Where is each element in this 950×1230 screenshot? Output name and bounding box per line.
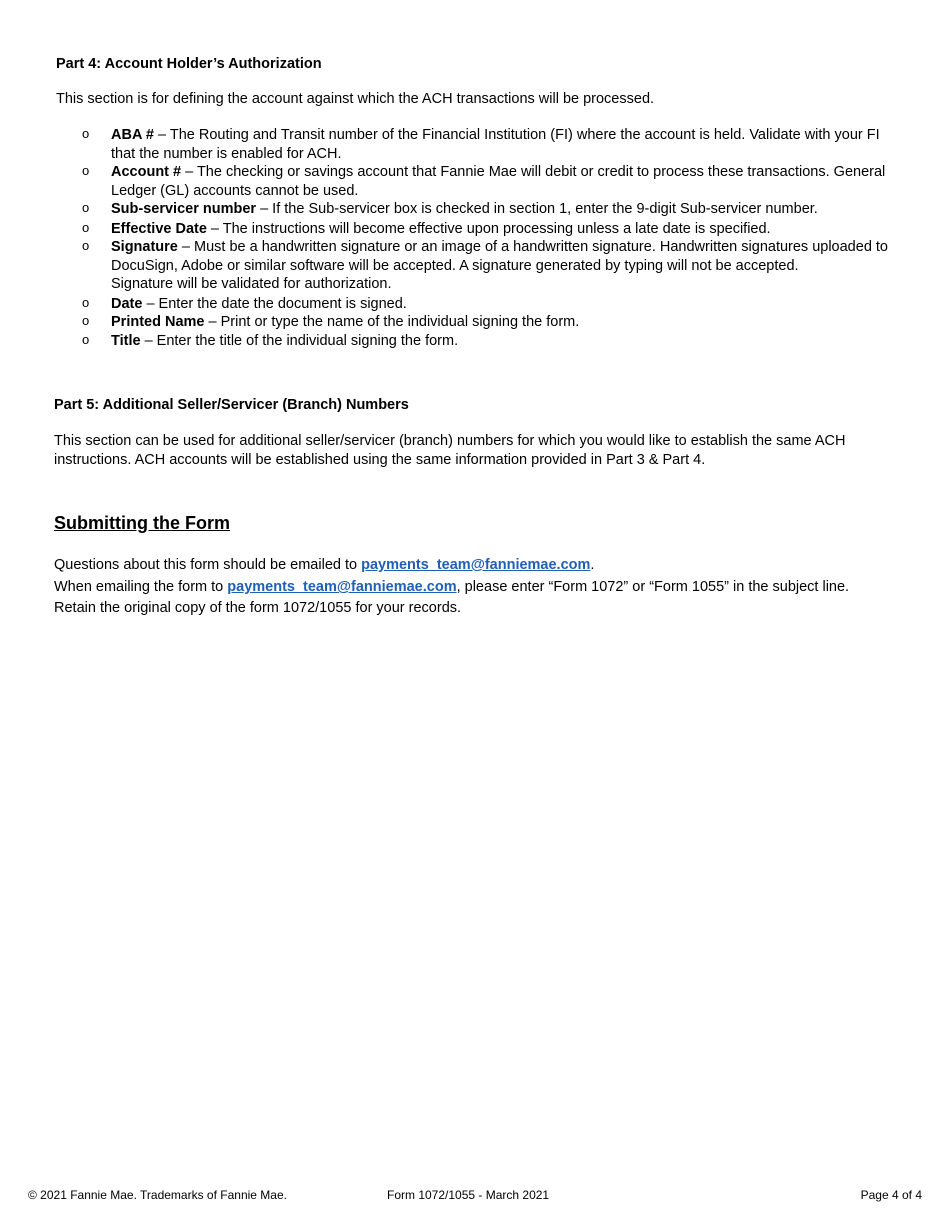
- item-text: – Enter the date the document is signed.: [142, 295, 407, 312]
- bullet-icon: o: [82, 331, 90, 347]
- period: .: [590, 557, 595, 573]
- footer-page-number: Page 4 of 4: [860, 1188, 922, 1202]
- bullet-icon: o: [82, 313, 90, 328]
- item-text: – If the Sub-servicer box is checked in section 1, enter the 9-digit Sub-servicer number.: [256, 201, 818, 217]
- emailing-text: When emailing the form to: [54, 579, 228, 595]
- retain-line: Retain the original copy of the form 1072/1055 for your records.: [54, 600, 462, 616]
- bullet-icon: o: [82, 200, 90, 215]
- emailing-line: [54, 579, 849, 595]
- list-item-aba: [82, 126, 902, 163]
- item-term: ABA #: [111, 127, 154, 143]
- part4-field-list: [82, 126, 902, 350]
- item-text: – Must be a handwritten signature or an image of a handwritten signature. Handwritten signatures uploaded to DocuSign, Adobe or similar software will be accepted. A signature generated by typing will not be accepted.: [111, 239, 888, 274]
- subject-line-text: , please enter “Form 1072” or “Form 1055” in the subject line.: [456, 579, 850, 595]
- item-term: Title: [111, 332, 141, 349]
- bullet-icon: o: [82, 163, 90, 178]
- item-text: – Enter the title of the individual signing the form.: [140, 332, 459, 349]
- item-text: – The Routing and Transit number of the Financial Institution (FI) where the account is held. Validate with your FI that the number is enabled for ACH.: [111, 127, 880, 162]
- item-term: Effective Date: [111, 220, 207, 237]
- item-term: Sub-servicer number: [111, 201, 257, 217]
- item-text: – The instructions will become effective upon processing unless a late date is specified.: [206, 220, 771, 237]
- email-link[interactable]: payments_team@fanniemae.com: [361, 557, 591, 573]
- bullet-icon: o: [82, 219, 90, 235]
- part4-intro: This section is for defining the account against which the ACH transactions will be processed.: [56, 91, 655, 107]
- item-term: Date: [111, 295, 143, 312]
- item-term: Account #: [111, 164, 182, 180]
- questions-line: [54, 557, 594, 573]
- part5-heading: Part 5: Additional Seller/Servicer (Branch) Numbers: [54, 397, 409, 413]
- item-term: Signature: [111, 239, 178, 255]
- footer-form-id: Form 1072/1055 - March 2021: [387, 1188, 550, 1202]
- bullet-icon: o: [82, 238, 90, 253]
- list-item-title: [82, 332, 902, 351]
- footer-copyright: © 2021 Fannie Mae. Trademarks of Fannie Mae.: [28, 1188, 287, 1202]
- part5-body: This section can be used for additional seller/servicer (branch) numbers for which you would like to establish the same ACH instructions. ACH accounts will be established using the same information provided in Part 3 & Part 4.: [54, 433, 846, 468]
- questions-text: Questions about this form should be emailed to: [54, 557, 362, 573]
- list-item-printed-name: [82, 313, 902, 332]
- list-item-sub-servicer: [82, 200, 902, 219]
- list-item-account: [82, 163, 902, 200]
- item-text: – The checking or savings account that Fannie Mae will debit or credit to process these transactions. General Ledger (GL) accounts cannot be used.: [111, 164, 886, 199]
- list-item-effective-date: [82, 220, 902, 239]
- bullet-icon: o: [82, 126, 90, 141]
- submitting-heading: Submitting the Form: [54, 513, 230, 533]
- email-link[interactable]: payments_team@fanniemae.com: [227, 579, 457, 595]
- part4-heading: Part 4: Account Holder’s Authorization: [56, 56, 322, 72]
- item-extra-text: Signature will be validated for authorization.: [111, 276, 392, 292]
- item-term: Printed Name: [111, 314, 205, 330]
- list-item-signature: [82, 238, 902, 294]
- item-text: – Print or type the name of the individual signing the form.: [204, 314, 580, 330]
- list-item-date: [82, 295, 902, 314]
- bullet-icon: o: [82, 294, 90, 310]
